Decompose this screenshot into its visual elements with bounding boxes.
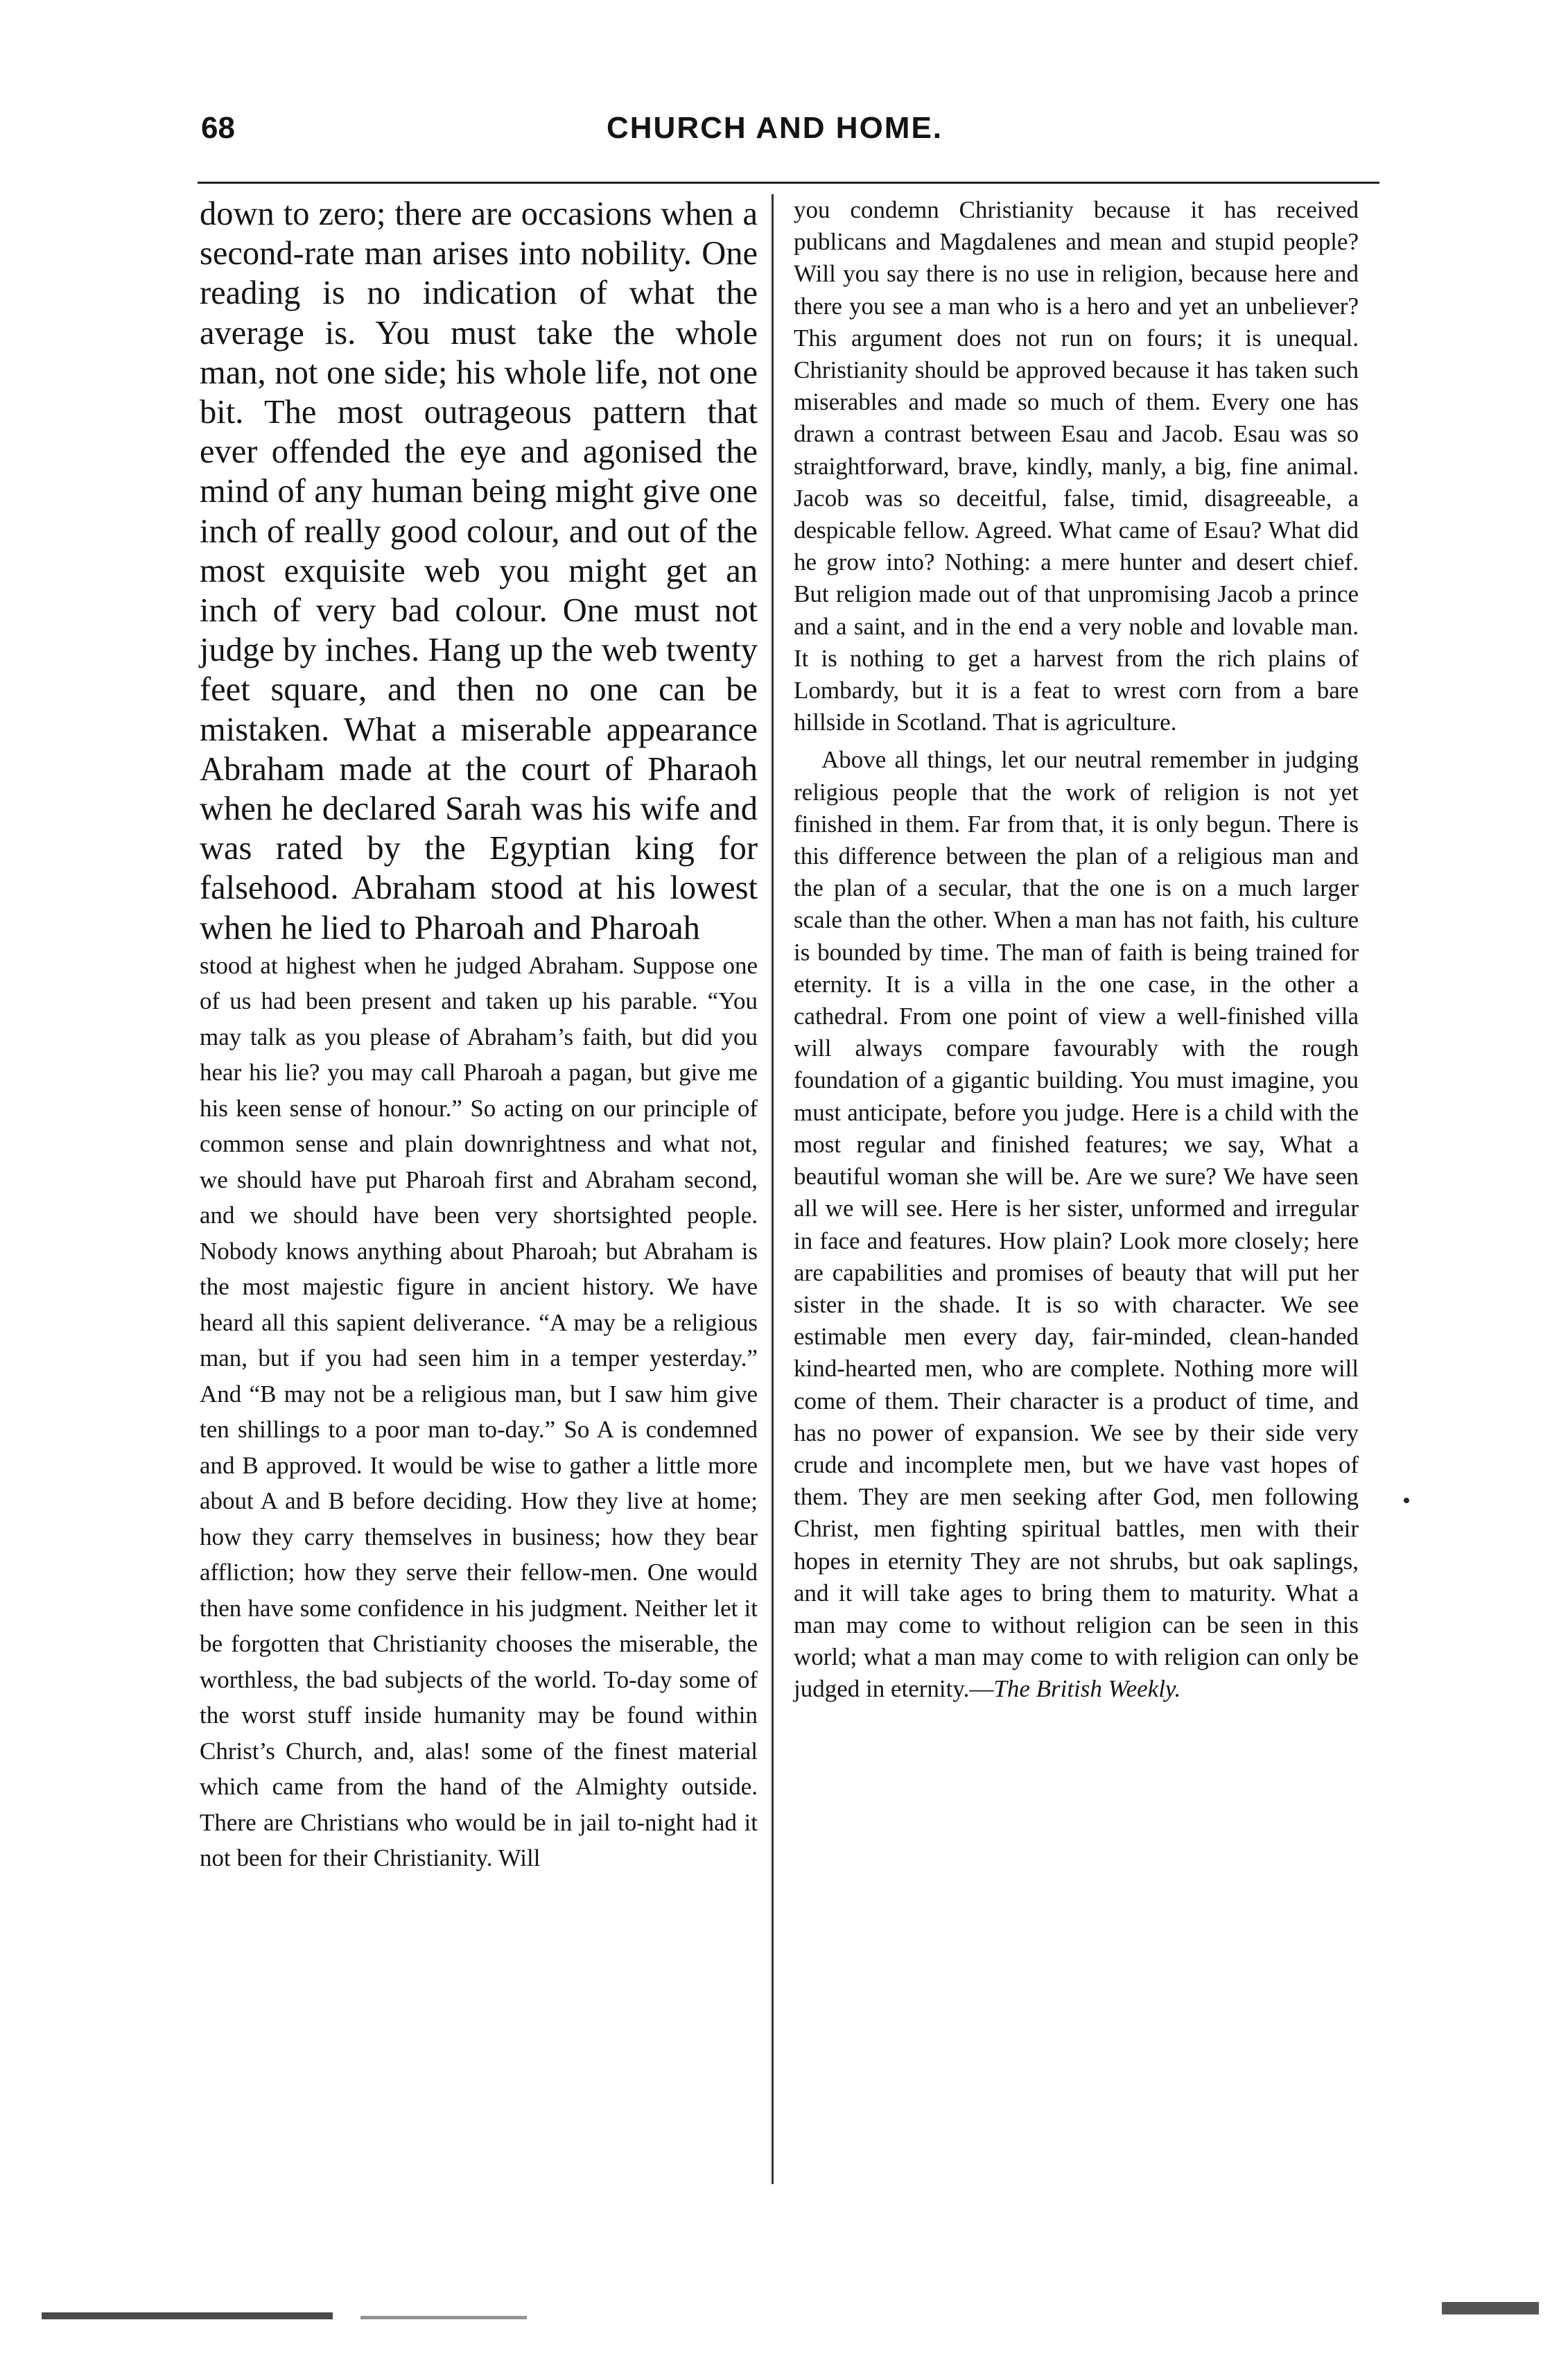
column-divider: [772, 194, 774, 2184]
left-column-small-text: stood at highest when he judged Abraham. Suppose one of us had been present and taken up his parable. “You may talk as you please of Abraham’s faith, but did you hear his lie? you may call Pharoah a pagan, but give me his keen sense of honour.” So acting on our principle of common sense and plain downrightness and what not, we should have put Pharoah first and Abraham second, and we should have been very shortsighted people. Nobody knows anything about Pharoah; but Abraham is the most majestic figure in ancient history. We have heard all this sapient deliverance. “A may be a religious man, but if you had seen him in a temper yesterday.” And “B may not be a religious man, but I saw him give ten shillings to a poor man to-day.” So A is condemned and B approved. It would be wise to gather a little more about A and B before deciding. How they live at home; how they carry themselves in business; how they bear affliction; how they serve their fellow-men. One would then have some confidence in his judgment. Neither let it be forgotten that Christianity chooses the miserable, the worthless, the bad subjects of the world. To-day some of the worst stuff inside humanity may be found within Christ’s Church, and, alas! some of the finest material which came from the hand of the Almighty outside. There are Christians who would be in jail to-night had it not been for their Christianity. Will: [200, 951, 758, 1872]
source-attribution: The British Weekly.: [993, 1675, 1181, 1703]
left-column: [200, 194, 758, 1876]
page-header: [201, 111, 1379, 166]
scan-noise-mid: [360, 2316, 527, 2319]
right-column-paragraph-1: you condemn Christianity because it has received publicans and Magdalenes and mean and stupid people? Will you say there is no use in religion, because here and there you see a man who is a hero and yet an unbeliever? This argument does not run on fours; it is unequal. Christianity should be approved because it has taken such miserables and made so much of them. Every one has drawn a contrast between Esau and Jacob. Esau was so straightforward, brave, kindly, manly, a big, fine animal. Jacob was so deceitful, false, timid, disagreeable, a despicable fellow. Agreed. What came of Esau? What did he grow into? Nothing: a mere hunter and desert chief. But religion made out of that unpromising Jacob a prince and a saint, and in the end a very noble and lovable man. It is nothing to get a harvest from the rich plains of Lombardy, but it is a feat to wrest corn from a bare hillside in Scotland. That is agriculture.: [794, 196, 1359, 736]
left-column-large-text: down to zero; there are occasions when a second-rate man arises into nobility. One reading is no indication of what the average is. You must take the whole man, not one side; his whole life, not one bit. The most outrageous pattern that ever offended the eye and agonised the mind of any human being might give one inch of really good colour, and out of the most exquisite web you might get an inch of very bad colour. One must not judge by inches. Hang up the web twenty feet square, and then no one can be mistaken. What a miserable appearance Abraham made at the court of Pharaoh when he declared Sarah was his wife and was rated by the Egyptian king for falsehood. Abraham stood at his lowest when he lied to Pharoah and Pharoah: [200, 196, 758, 946]
paragraph-2-text: Above all things, let our neutral remember in judging religious people that the work of religion is not yet finished in them. Far from that, it is only begun. There is this difference between the plan of a religious man and the plan of a secular, that the one is on a much larger scale than the other. When a man has not faith, his culture is bounded by time. The man of faith is being trained for eternity. It is a villa in the one case, in the other a cathedral. From one point of view a well-finished villa will always compare favourably with the rough foundation of a gigantic building. You must imagine, you must anticipate, before you judge. Here is a child with the most regular and finished features; we say, What a beautiful woman she will be. Are we sure? We have seen all we will see. Here is her sister, unformed and irregular in face and features. How plain? Look more closely; here are capabilities and promises of beauty that will put her sister in the shade. It is so with character. We see estimable men every day, fair-minded, clean-handed kind-hearted men, who are complete. Nothing more will come of them. Their character is a product of time, and has no power of expansion. We see by their side very crude and incomplete men, but we have vast hopes of them. They are men seeking after God, men following Christ, men fighting spiritual battles, men with their hopes in eternity They are not shrubs, but oak saplings, and it will take ages to bring them to maturity. What a man may come to without religion can be seen in this world; what a man may come to with religion can only be judged in eternity.—: [794, 746, 1359, 1703]
page-number: 68: [201, 111, 235, 145]
running-head: CHURCH AND HOME.: [607, 111, 943, 145]
header-rule: [198, 182, 1379, 184]
scan-noise-left: [42, 2312, 333, 2319]
right-column-paragraph-2: [794, 744, 1359, 1705]
right-column: [794, 194, 1359, 1706]
scan-dot: [1404, 1498, 1409, 1503]
scan-noise-right: [1442, 2302, 1539, 2314]
